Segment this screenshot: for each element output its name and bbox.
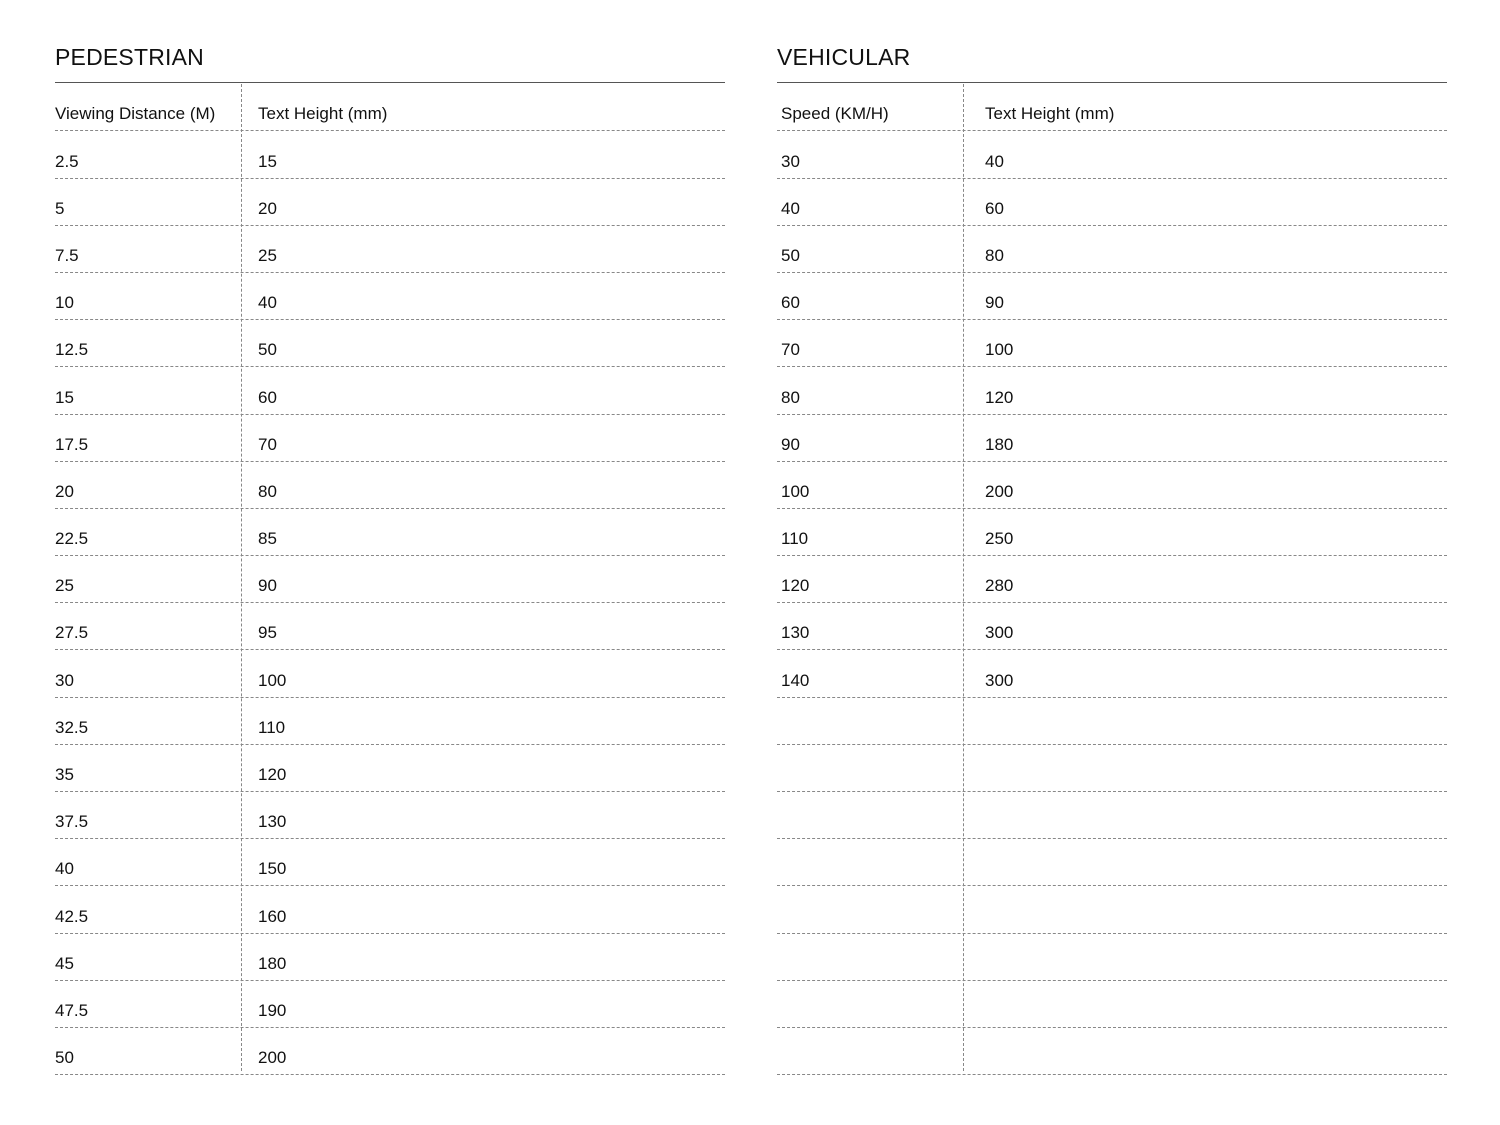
vehicular-cell-col2: 60 — [985, 198, 1004, 218]
pedestrian-cell-col2: 90 — [258, 576, 277, 596]
vehicular-table — [777, 84, 1447, 1075]
pedestrian-cell-col2: 200 — [258, 1048, 287, 1068]
pedestrian-title-rule — [55, 82, 725, 83]
pedestrian-cell-col1: 2.5 — [55, 151, 79, 171]
vehicular-cell-col1: 50 — [781, 245, 800, 265]
vehicular-table-row — [777, 367, 1447, 414]
vehicular-section — [777, 0, 1447, 1125]
pedestrian-cell-col1: 27.5 — [55, 623, 89, 643]
pedestrian-table-row — [55, 462, 725, 509]
vehicular-table-row — [777, 320, 1447, 367]
pedestrian-cell-col2: 60 — [258, 387, 277, 407]
pedestrian-cell-col1: 42.5 — [55, 906, 89, 926]
pedestrian-cell-col2: 80 — [258, 481, 277, 501]
pedestrian-cell-col2: 50 — [258, 340, 277, 360]
vehicular-table-row — [777, 556, 1447, 603]
pedestrian-table-row — [55, 1028, 725, 1075]
vehicular-cell-col2: 100 — [985, 340, 1014, 360]
vehicular-cell-col2: 280 — [985, 576, 1014, 596]
pedestrian-cell-col2: 40 — [258, 293, 277, 313]
vehicular-cell-col1: 110 — [781, 529, 809, 549]
vehicular-table-row — [777, 273, 1447, 320]
vehicular-cell-col1: 40 — [781, 198, 800, 218]
pedestrian-cell-col1: 40 — [55, 859, 74, 879]
vehicular-table-row — [777, 981, 1447, 1028]
pedestrian-table-row — [55, 556, 725, 603]
pedestrian-header-distance: Viewing Distance (M) — [55, 104, 216, 124]
pedestrian-cell-col2: 110 — [258, 717, 286, 737]
vehicular-cell-col1: 90 — [781, 434, 800, 454]
vehicular-cell-col1: 100 — [781, 481, 810, 501]
vehicular-table-row — [777, 603, 1447, 650]
pedestrian-cell-col2: 160 — [258, 906, 287, 926]
pedestrian-cell-col1: 7.5 — [55, 245, 79, 265]
pedestrian-header-row — [55, 84, 725, 131]
pedestrian-cell-col1: 25 — [55, 576, 74, 596]
pedestrian-table-row — [55, 179, 725, 226]
pedestrian-table-row — [55, 839, 725, 886]
vehicular-header-speed: Speed (KM/H) — [781, 104, 889, 124]
pedestrian-table-row — [55, 415, 725, 462]
pedestrian-table-row — [55, 886, 725, 933]
pedestrian-cell-col1: 32.5 — [55, 717, 89, 737]
pedestrian-cell-col2: 190 — [258, 1000, 287, 1020]
pedestrian-cell-col2: 130 — [258, 812, 287, 832]
pedestrian-table-row — [55, 698, 725, 745]
vehicular-table-row — [777, 745, 1447, 792]
pedestrian-cell-col1: 17.5 — [55, 434, 89, 454]
vehicular-cell-col2: 90 — [985, 293, 1004, 313]
pedestrian-cell-col2: 85 — [258, 529, 277, 549]
pedestrian-cell-col2: 95 — [258, 623, 277, 643]
pedestrian-cell-col1: 50 — [55, 1048, 74, 1068]
pedestrian-cell-col2: 70 — [258, 434, 277, 454]
pedestrian-table-row — [55, 745, 725, 792]
vehicular-cell-col1: 140 — [781, 670, 810, 690]
vehicular-cell-col1: 80 — [781, 387, 800, 407]
pedestrian-table-row — [55, 509, 725, 556]
pedestrian-cell-col1: 10 — [55, 293, 74, 313]
pedestrian-table-row — [55, 981, 725, 1028]
vehicular-table-row — [777, 792, 1447, 839]
pedestrian-cell-col1: 15 — [55, 387, 74, 407]
pedestrian-table-row — [55, 792, 725, 839]
pedestrian-table-row — [55, 934, 725, 981]
pedestrian-cell-col1: 12.5 — [55, 340, 89, 360]
pedestrian-cell-col1: 30 — [55, 670, 74, 690]
vehicular-title: VEHICULAR — [777, 44, 911, 70]
vehicular-table-row — [777, 179, 1447, 226]
pedestrian-cell-col1: 47.5 — [55, 1000, 89, 1020]
pedestrian-table-row — [55, 226, 725, 273]
vehicular-header-text-height: Text Height (mm) — [985, 104, 1115, 124]
vehicular-cell-col2: 250 — [985, 529, 1014, 549]
pedestrian-cell-col1: 22.5 — [55, 529, 89, 549]
pedestrian-table — [55, 84, 725, 1075]
vehicular-table-row — [777, 415, 1447, 462]
vehicular-cell-col2: 40 — [985, 151, 1004, 171]
pedestrian-table-row — [55, 131, 725, 178]
vehicular-table-row — [777, 509, 1447, 556]
vehicular-cell-col1: 130 — [781, 623, 810, 643]
pedestrian-cell-col2: 180 — [258, 953, 287, 973]
pedestrian-table-row — [55, 650, 725, 697]
vehicular-table-row — [777, 886, 1447, 933]
vehicular-cell-col2: 300 — [985, 670, 1014, 690]
vehicular-table-row — [777, 650, 1447, 697]
pedestrian-section — [55, 0, 725, 1125]
vehicular-cell-col2: 300 — [985, 623, 1014, 643]
vehicular-cell-col2: 120 — [985, 387, 1014, 407]
vehicular-table-row — [777, 934, 1447, 981]
vehicular-header-row — [777, 84, 1447, 131]
pedestrian-header-text-height: Text Height (mm) — [258, 104, 388, 124]
vehicular-cell-col2: 200 — [985, 481, 1014, 501]
pedestrian-cell-col1: 45 — [55, 953, 74, 973]
vehicular-cell-col1: 70 — [781, 340, 800, 360]
pedestrian-cell-col2: 25 — [258, 245, 277, 265]
vehicular-table-row — [777, 226, 1447, 273]
pedestrian-cell-col2: 120 — [258, 765, 287, 785]
pedestrian-cell-col2: 100 — [258, 670, 287, 690]
vehicular-cell-col2: 80 — [985, 245, 1004, 265]
vehicular-cell-col1: 120 — [781, 576, 810, 596]
vehicular-cell-col1: 60 — [781, 293, 800, 313]
pedestrian-cell-col2: 150 — [258, 859, 287, 879]
pedestrian-table-row — [55, 320, 725, 367]
vehicular-table-row — [777, 839, 1447, 886]
vehicular-cell-col1: 30 — [781, 151, 800, 171]
pedestrian-cell-col2: 15 — [258, 151, 277, 171]
vehicular-table-row — [777, 698, 1447, 745]
pedestrian-cell-col1: 20 — [55, 481, 74, 501]
pedestrian-cell-col2: 20 — [258, 198, 277, 218]
vehicular-table-row — [777, 131, 1447, 178]
pedestrian-cell-col1: 37.5 — [55, 812, 89, 832]
pedestrian-table-row — [55, 603, 725, 650]
vehicular-title-rule — [777, 82, 1447, 83]
vehicular-cell-col2: 180 — [985, 434, 1014, 454]
pedestrian-table-row — [55, 273, 725, 320]
vehicular-table-row — [777, 1028, 1447, 1075]
pedestrian-table-row — [55, 367, 725, 414]
pedestrian-cell-col1: 5 — [55, 198, 65, 218]
vehicular-table-row — [777, 462, 1447, 509]
pedestrian-title: PEDESTRIAN — [55, 44, 204, 70]
pedestrian-cell-col1: 35 — [55, 765, 74, 785]
